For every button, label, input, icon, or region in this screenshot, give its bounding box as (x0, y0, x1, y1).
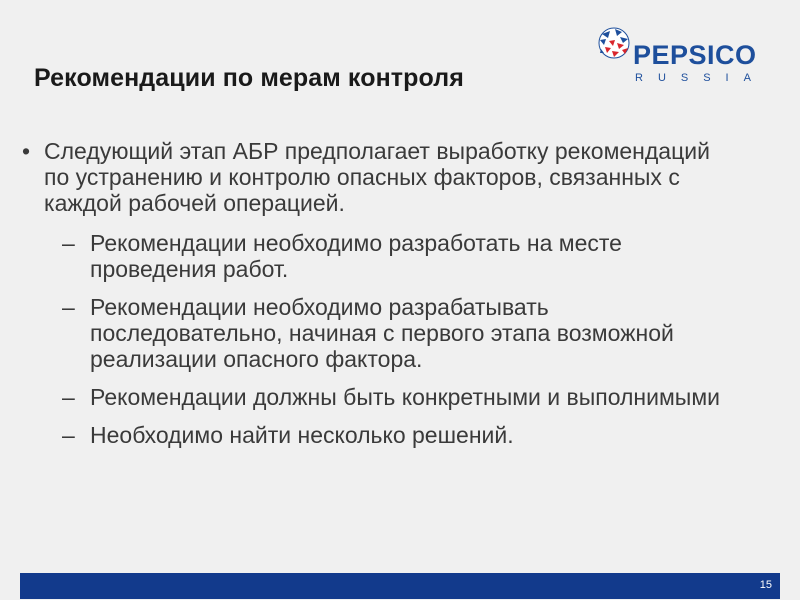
sub-bullet-text: Рекомендации необходимо разрабатывать последовательно, начиная с первого этапа возможной реализации опасного фактора. (90, 294, 674, 372)
dash-marker: – (62, 294, 75, 320)
sub-bullet (18, 384, 738, 410)
slide-content (18, 138, 738, 460)
bullet-marker: • (22, 138, 31, 164)
main-bullet-text: Следующий этап АБР предполагает выработку рекомендаций по устранению и контролю опасных факторов, связанных с каждой рабочей операцией. (44, 138, 710, 216)
footer-bar (20, 573, 780, 599)
sub-bullet-text: Необходимо найти несколько решений. (90, 422, 514, 448)
logo-name: PEPSICO (633, 40, 757, 70)
sub-bullet (18, 230, 738, 282)
globe-icon (597, 26, 631, 60)
page-number: 15 (759, 579, 772, 591)
slide-title: Рекомендации по мерам контроля (34, 64, 464, 92)
sub-bullet-list (18, 230, 738, 448)
logo-subtitle: RUSSIA (635, 72, 766, 84)
sub-bullet-text: Рекомендации необходимо разработать на месте проведения работ. (90, 230, 622, 282)
main-bullet (18, 138, 738, 216)
dash-marker: – (62, 422, 75, 448)
dash-marker: – (62, 384, 75, 410)
pepsico-logo (593, 24, 783, 88)
sub-bullet (18, 294, 738, 372)
sub-bullet (18, 422, 738, 448)
sub-bullet-text: Рекомендации должны быть конкретными и выполнимыми (90, 384, 720, 410)
dash-marker: – (62, 230, 75, 256)
